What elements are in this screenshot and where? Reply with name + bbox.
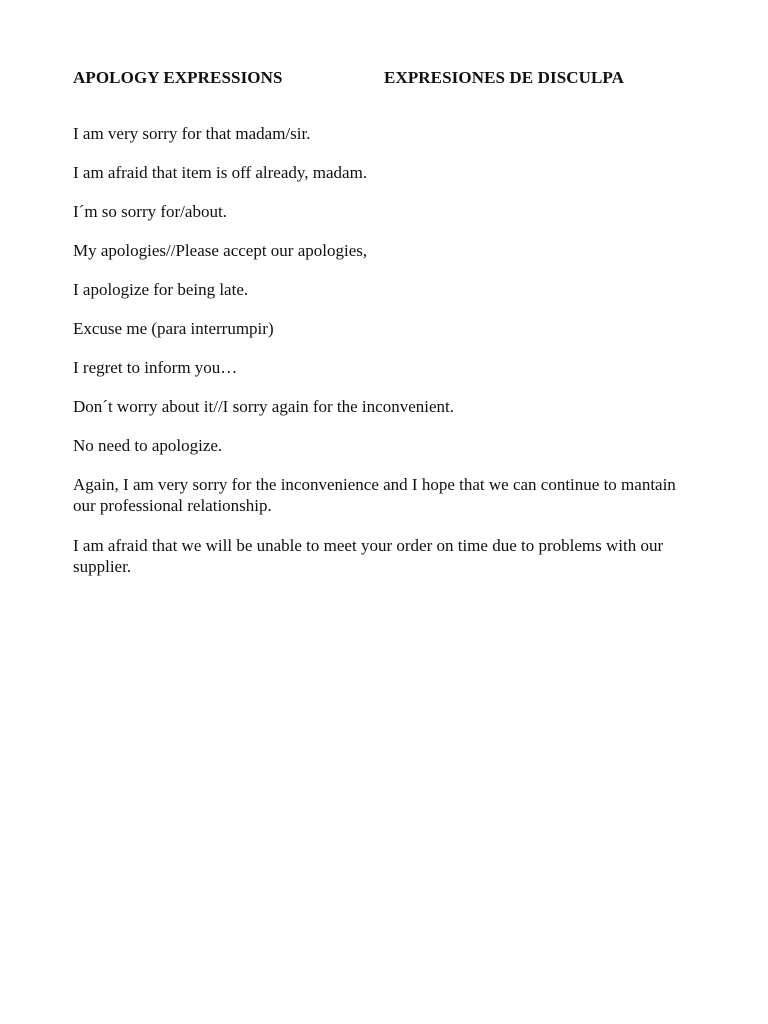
heading-spanish: EXPRESIONES DE DISCULPA: [384, 68, 625, 87]
expression-line: I am afraid that item is off already, madam.: [73, 163, 368, 182]
heading-english: APOLOGY EXPRESSIONS: [73, 68, 283, 87]
document-page: [73, 68, 683, 596]
expression-line: Again, I am very sorry for the inconvenience and I hope that we can continue to mantain our professional relationship.: [73, 475, 676, 515]
expression-line: I am afraid that we will be unable to meet your order on time due to problems with our supplier.: [73, 536, 664, 576]
expression-line: Excuse me (para interrumpir): [73, 319, 274, 338]
expression-line: I am very sorry for that madam/sir.: [73, 124, 311, 143]
expression-line: I apologize for being late.: [73, 280, 249, 299]
expression-line: My apologies//Please accept our apologies,: [73, 241, 368, 260]
expression-line: I´m so sorry for/about.: [73, 202, 227, 221]
expression-line: I regret to inform you…: [73, 358, 238, 377]
heading-row: [73, 68, 683, 90]
expression-list: [73, 123, 683, 577]
expression-line: No need to apologize.: [73, 436, 223, 455]
expression-line: Don´t worry about it//I sorry again for the inconvenient.: [73, 397, 454, 416]
